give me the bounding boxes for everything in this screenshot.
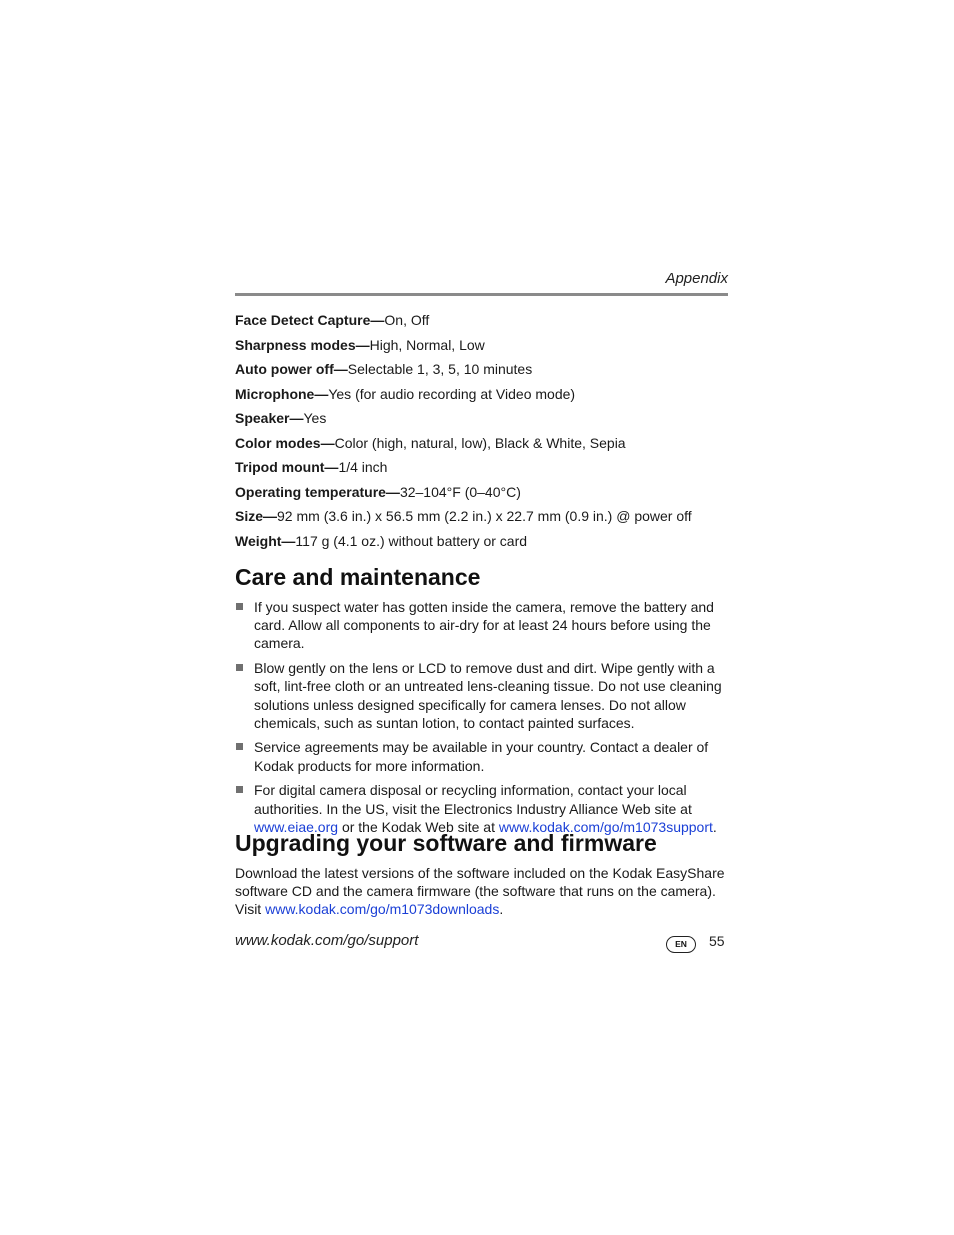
spec-label: Size—: [235, 508, 278, 524]
spec-label: Face Detect Capture—: [235, 312, 385, 328]
spec-value: 117 g (4.1 oz.) without battery or card: [295, 532, 528, 549]
eiae-link[interactable]: www.eiae.org: [254, 818, 339, 835]
spec-value: Yes (for audio recording at Video mode): [328, 385, 576, 402]
spec-face-detect: [235, 310, 735, 335]
upgrade-text: Download the latest versions of the software included on the Kodak EasyShare software CD and the camera firmware (the software that runs on the camera). Visit: [235, 865, 725, 918]
spec-label: Color modes—: [235, 434, 335, 451]
care-bullet-list: [235, 598, 735, 842]
bullet-text: Blow gently on the lens or LCD to remove dust and dirt. Wipe gently with a soft, lint-free cloth or an untreated lens-cleaning tissue. Do not use cleaning solutions unless designed specifically for camera lenses. Do not allow chemicals, such as suntan lotion, to contact painted surfaces.: [254, 660, 722, 731]
kodak-downloads-link[interactable]: www.kodak.com/go/m1073downloads: [265, 901, 500, 918]
spec-weight: [235, 531, 735, 556]
spec-operating-temperature: [235, 482, 735, 507]
kodak-support-link[interactable]: www.kodak.com/go/m1073support: [498, 818, 713, 835]
bullet-text: .: [712, 818, 717, 835]
spec-microphone: [235, 384, 735, 409]
spec-size: [235, 506, 735, 531]
upgrade-paragraph: [235, 864, 735, 919]
header-rule: [235, 293, 728, 296]
spec-label: Weight—: [235, 532, 296, 549]
list-item: [235, 659, 735, 732]
spec-label: Sharpness modes—: [235, 336, 370, 353]
spec-auto-power-off: [235, 359, 735, 384]
bullet-square-icon: [236, 664, 243, 671]
spec-value: 32–104°F (0–40°C): [399, 483, 521, 500]
spec-sharpness: [235, 335, 735, 360]
spec-label: Microphone—: [235, 385, 329, 402]
bullet-text: or the Kodak Web site at: [341, 818, 495, 835]
bullet-text: Service agreements may be available in your country. Contact a dealer of Kodak products for more information.: [254, 739, 709, 774]
bullet-square-icon: [236, 743, 243, 750]
upgrade-heading: Upgrading your software and firmware: [235, 830, 657, 856]
list-item: [235, 738, 735, 774]
bullet-text: If you suspect water has gotten inside the camera, remove the battery and card. Allow all components to air-dry for at least 24 hours before using the camera.: [254, 599, 714, 652]
spec-value: 92 mm (3.6 in.) x 56.5 mm (2.2 in.) x 22.7 mm (0.9 in.) @ power off: [277, 508, 692, 524]
spec-value: Color (high, natural, low), Black & White, Sepia: [334, 434, 626, 451]
spec-value: High, Normal, Low: [369, 336, 485, 353]
spec-tripod-mount: [235, 457, 735, 482]
spec-label: Speaker—: [235, 410, 304, 426]
spec-label: Auto power off—: [235, 361, 348, 377]
bullet-square-icon: [236, 786, 243, 793]
spec-speaker: [235, 408, 735, 433]
spec-value: On, Off: [384, 312, 430, 328]
bullet-square-icon: [236, 603, 243, 610]
upgrade-text-end: .: [499, 901, 504, 918]
page-header-section: Appendix: [665, 270, 728, 287]
list-item: [235, 598, 735, 653]
spec-label: Tripod mount—: [235, 459, 339, 475]
spec-value: 1/4 inch: [338, 459, 388, 475]
bullet-text: For digital camera disposal or recycling information, contact your local authorities. In the US, visit the Electronics Industry Alliance Web site at: [254, 782, 692, 817]
spec-value: Selectable 1, 3, 5, 10 minutes: [347, 361, 533, 377]
care-heading: Care and maintenance: [235, 564, 481, 590]
page-number: 55: [709, 933, 725, 949]
language-badge: EN: [666, 936, 696, 953]
spec-value: Yes: [303, 410, 327, 426]
specs-list: [235, 310, 735, 555]
spec-label: Operating temperature—: [235, 483, 400, 500]
spec-color-modes: [235, 433, 735, 458]
footer-url: www.kodak.com/go/support: [235, 932, 419, 949]
list-item: [235, 781, 735, 836]
